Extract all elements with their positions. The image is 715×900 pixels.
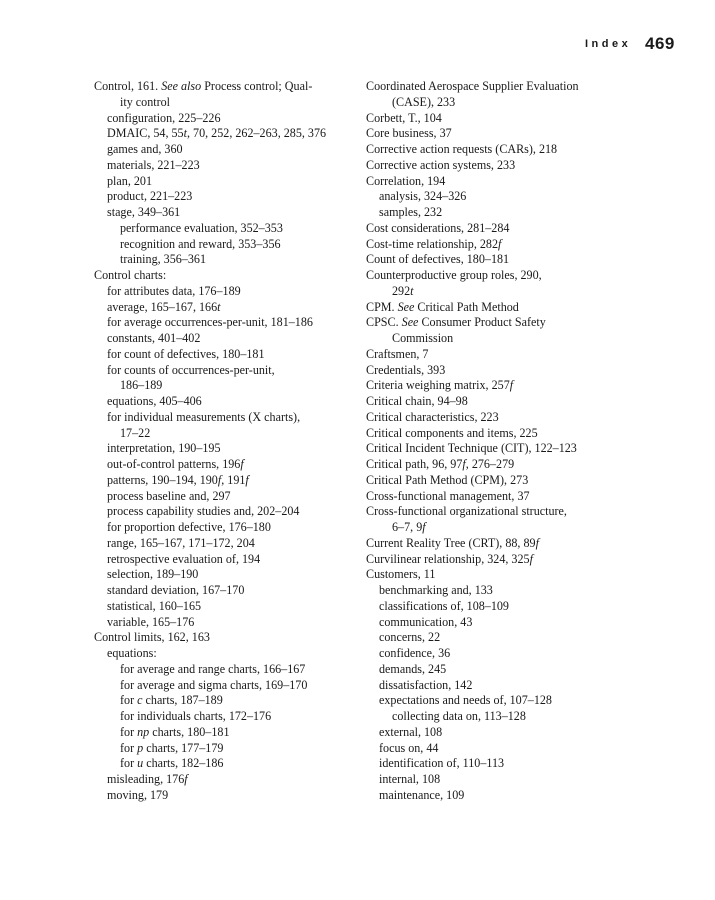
index-entry-text: , 191 — [221, 472, 246, 487]
index-entry-text: CPM. — [366, 299, 398, 314]
index-entry-italic: p — [137, 740, 144, 755]
index-entry-text: , 70, 252, 262–263, 285, 376 — [186, 126, 327, 141]
index-entry-text: concerns, 22 — [379, 630, 441, 645]
index-entry-text: for — [120, 756, 138, 771]
index-entry — [94, 158, 356, 174]
index-entry — [94, 504, 356, 520]
index-entry — [366, 741, 636, 757]
index-entry — [366, 552, 636, 568]
index-entry — [94, 552, 356, 568]
index-entry-italic: f — [217, 472, 222, 487]
index-entry — [366, 394, 636, 410]
index-entry-text: plan, 201 — [107, 173, 153, 188]
index-entry — [94, 315, 356, 331]
index-entry-text: for proportion defective, 176–180 — [107, 520, 271, 534]
index-entry-text: Commission — [392, 331, 454, 345]
index-entry-text: for — [120, 724, 138, 739]
index-entry — [366, 725, 636, 741]
index-entry-text: moving, 179 — [107, 787, 169, 802]
index-entry-text: configuration, 225–226 — [107, 110, 221, 125]
index-entry — [366, 315, 636, 331]
index-entry — [94, 378, 356, 394]
index-entry-text: Critical path, 96, 97 — [366, 457, 463, 471]
index-entry — [366, 331, 636, 347]
index-entry-italic: f — [184, 772, 188, 786]
index-entry — [366, 126, 636, 142]
page-number: 469 — [645, 34, 675, 53]
index-entry-text: benchmarking and, 133 — [379, 583, 493, 597]
index-entry — [94, 725, 356, 741]
index-entry-text: Consumer Product Safety — [418, 315, 546, 330]
index-entry-text: 292 — [392, 283, 411, 298]
index-entry-text: Count of defectives, 180–181 — [366, 252, 510, 267]
index-entry — [366, 441, 636, 457]
index-entry — [94, 237, 356, 253]
index-entry — [94, 599, 356, 615]
index-entry-text: product, 221–223 — [107, 189, 193, 204]
index-entry — [94, 394, 356, 410]
index-entry-italic: u — [137, 756, 144, 771]
index-entry — [366, 504, 636, 520]
index-entry — [366, 646, 636, 662]
index-entry-text: range, 165–167, 171–172, 204 — [107, 535, 255, 550]
index-entry-text: confidence, 36 — [379, 646, 451, 660]
index-entry — [366, 111, 636, 127]
index-entry — [366, 79, 636, 95]
index-entry-text: 186–189 — [120, 378, 163, 393]
index-entry — [94, 756, 356, 772]
running-header: Index — [585, 38, 632, 50]
index-entry-text: training, 356–361 — [120, 252, 206, 267]
index-entry-text: Customers, 11 — [366, 567, 436, 582]
index-entry — [366, 583, 636, 599]
index-column-right — [366, 79, 636, 804]
index-entry-italic: f — [245, 472, 249, 487]
index-entry-text: misleading, 176 — [107, 772, 185, 786]
index-entry — [94, 473, 356, 489]
index-entry-text: Credentials, 393 — [366, 362, 446, 377]
index-entry-italic: t — [217, 299, 221, 314]
index-entry — [94, 221, 356, 237]
index-entry — [94, 615, 356, 631]
index-entry — [366, 756, 636, 772]
index-entry-text: stage, 349–361 — [107, 205, 181, 219]
index-entry — [366, 363, 636, 379]
index-entry-text: equations: — [107, 646, 157, 660]
index-entry — [94, 520, 356, 536]
index-entry — [366, 615, 636, 631]
index-entry-text: , 276–279 — [465, 457, 515, 471]
index-entry-text: interpretation, 190–195 — [107, 441, 221, 456]
index-entry-italic: f — [498, 236, 502, 251]
index-entry — [366, 205, 636, 221]
index-entry — [94, 111, 356, 127]
index-entry — [366, 410, 636, 426]
index-entry — [366, 142, 636, 158]
index-entry-text: performance evaluation, 352–353 — [120, 220, 283, 235]
index-entry-text: for average and range charts, 166–167 — [120, 661, 306, 676]
index-entry — [94, 95, 356, 111]
index-entry-text: Criteria weighing matrix, 257 — [366, 378, 510, 393]
index-entry-text: process baseline and, 297 — [107, 488, 231, 503]
index-entry — [366, 268, 636, 284]
index-entry — [366, 520, 636, 536]
index-entry-text: communication, 43 — [379, 614, 473, 629]
index-entry-text: focus on, 44 — [379, 740, 439, 755]
index-entry-text: retrospective evaluation of, 194 — [107, 551, 261, 566]
index-entry-text: ity control — [120, 94, 171, 109]
index-entry-text: 17–22 — [120, 425, 151, 440]
index-entry — [94, 567, 356, 583]
index-entry-italic: f — [422, 520, 426, 534]
index-entry-text: external, 108 — [379, 724, 443, 739]
index-entry-italic: See — [397, 299, 415, 314]
index-entry-text: identification of, 110–113 — [379, 756, 505, 771]
index-entry — [366, 347, 636, 363]
index-entry-text: Correlation, 194 — [366, 173, 446, 188]
index-entry — [94, 284, 356, 300]
index-entry-text: Counterproductive group roles, 290, — [366, 268, 542, 282]
index-entry-text: constants, 401–402 — [107, 331, 201, 345]
index-entry — [94, 662, 356, 678]
index-entry-text: Control limits, 162, 163 — [94, 630, 210, 645]
index-entry-italic: See — [401, 315, 419, 330]
index-entry — [94, 300, 356, 316]
index-entry-italic: f — [509, 378, 514, 393]
index-entry — [366, 662, 636, 678]
index-entry — [366, 221, 636, 237]
index-entry-text: dissatisfaction, 142 — [379, 677, 473, 692]
index-entry-text: Cost-time relationship, 282 — [366, 236, 499, 251]
index-entry — [94, 441, 356, 457]
index-entry — [366, 300, 636, 316]
index-entry — [94, 583, 356, 599]
index-entry-text: variable, 165–176 — [107, 614, 195, 629]
index-entry-italic: np — [137, 724, 150, 739]
index-entry-italic: f — [462, 457, 466, 471]
index-entry-text: charts, 177–179 — [143, 740, 224, 755]
index-entry-text: Craftsmen, 7 — [366, 346, 429, 361]
index-entry-text: recognition and reward, 353–356 — [120, 236, 281, 251]
index-entry-text: Critical Path Method (CPM), 273 — [366, 472, 529, 487]
index-entry-text: Critical characteristics, 223 — [366, 409, 499, 424]
index-entry-italic: f — [240, 457, 244, 471]
index-entry — [94, 142, 356, 158]
index-entry-italic: f — [535, 535, 539, 550]
index-entry — [94, 693, 356, 709]
index-entry-text: for average occurrences-per-unit, 181–186 — [107, 315, 313, 330]
index-entry-text: (CASE), 233 — [392, 94, 456, 109]
index-entry-text: equations, 405–406 — [107, 394, 202, 408]
index-entry-text: selection, 189–190 — [107, 567, 199, 582]
index-entry-text: statistical, 160–165 — [107, 598, 202, 613]
index-entry-text: charts, 180–181 — [149, 724, 230, 739]
index-column-left — [94, 79, 356, 804]
index-entry — [366, 772, 636, 788]
index-entry-italic: t — [183, 126, 187, 141]
index-entry-text: patterns, 190–194, 190 — [107, 472, 218, 487]
index-entry — [366, 252, 636, 268]
index-entry-text: Process control; Qual- — [201, 79, 313, 93]
index-entry-italic: f — [529, 551, 533, 566]
index-entry-text: process capability studies and, 202–204 — [107, 504, 300, 519]
index-entry — [366, 693, 636, 709]
index-entry-text: for count of defectives, 180–181 — [107, 346, 265, 361]
index-entry — [94, 252, 356, 268]
index-entry-italic: c — [137, 693, 143, 708]
index-entry-text: for — [120, 693, 138, 708]
index-entry — [94, 646, 356, 662]
index-entry — [94, 189, 356, 205]
index-entry-text: for counts of occurrences-per-unit, — [107, 362, 275, 377]
index-entry-text: Corbett, T., 104 — [366, 110, 442, 125]
index-entry-text: DMAIC, 54, 55 — [107, 126, 184, 141]
index-entry — [94, 268, 356, 284]
index-entry — [94, 174, 356, 190]
index-entry-text: for average and sigma charts, 169–170 — [120, 677, 308, 692]
index-entry — [94, 788, 356, 804]
index-entry-text: classifications of, 108–109 — [379, 598, 509, 613]
index-entry — [366, 95, 636, 111]
index-entry-text: Critical chain, 94–98 — [366, 394, 468, 408]
index-entry — [366, 237, 636, 253]
index-entry-text: Control charts: — [94, 268, 167, 282]
index-entry-text: materials, 221–223 — [107, 157, 200, 172]
index-entry-text: charts, 187–189 — [142, 693, 223, 708]
index-entry-text: Current Reality Tree (CRT), 88, 89 — [366, 535, 536, 550]
index-entry — [366, 536, 636, 552]
index-entry — [94, 678, 356, 694]
index-entry — [94, 79, 356, 95]
index-entry — [94, 410, 356, 426]
index-entry — [94, 709, 356, 725]
index-entry-text: expectations and needs of, 107–128 — [379, 693, 552, 708]
index-entry — [94, 741, 356, 757]
index-entry-text: Critical Path Method — [414, 299, 519, 314]
index-entry-text: analysis, 324–326 — [379, 189, 467, 204]
index-entry-text: maintenance, 109 — [379, 787, 465, 802]
index-entry-text: for individual measurements (X charts), — [107, 409, 301, 424]
index-entry — [94, 457, 356, 473]
index-entry-text: Core business, 37 — [366, 126, 452, 141]
index-entry — [94, 347, 356, 363]
index-entry-text: CPSC. — [366, 315, 402, 330]
index-entry-italic: See also — [161, 79, 202, 93]
index-entry — [94, 205, 356, 221]
index-entry-text: Critical components and items, 225 — [366, 425, 538, 440]
index-entry — [366, 599, 636, 615]
index-entry-text: for attributes data, 176–189 — [107, 283, 241, 298]
index-entry — [94, 772, 356, 788]
index-entry-text: out-of-control patterns, 196 — [107, 457, 241, 471]
index-entry — [94, 426, 356, 442]
index-entry — [366, 709, 636, 725]
index-entry-text: Curvilinear relationship, 324, 325 — [366, 551, 530, 566]
index-entry — [94, 363, 356, 379]
index-entry-text: Coordinated Aerospace Supplier Evaluation — [366, 79, 579, 93]
index-entry — [366, 489, 636, 505]
index-entry-text: collecting data on, 113–128 — [392, 709, 526, 723]
index-entry — [366, 174, 636, 190]
index-entry-text: 6–7, 9 — [392, 520, 423, 534]
index-entry-text: standard deviation, 167–170 — [107, 583, 245, 597]
index-entry — [366, 426, 636, 442]
index-entry — [366, 788, 636, 804]
index-entry — [366, 678, 636, 694]
index-entry-text: games and, 360 — [107, 142, 183, 156]
index-entry — [94, 489, 356, 505]
index-entry-text: Corrective action systems, 233 — [366, 157, 516, 172]
index-entry-text: for individuals charts, 172–176 — [120, 709, 272, 723]
index-entry — [94, 126, 356, 142]
index-entry-text: Critical Incident Technique (CIT), 122–123 — [366, 441, 577, 456]
index-entry-text: Cross-functional organizational structure, — [366, 504, 567, 519]
index-entry — [366, 630, 636, 646]
index-entry-text: demands, 245 — [379, 661, 447, 676]
index-entry-italic: t — [410, 283, 414, 298]
index-entry-text: Cross-functional management, 37 — [366, 488, 530, 503]
index-entry — [366, 473, 636, 489]
index-entry-text: average, 165–167, 166 — [107, 299, 218, 314]
index-entry — [366, 378, 636, 394]
index-entry-text: internal, 108 — [379, 772, 441, 786]
index-entry — [94, 630, 356, 646]
index-entry — [366, 567, 636, 583]
index-entry-text: charts, 182–186 — [143, 756, 224, 771]
index-entry-text: samples, 232 — [379, 205, 443, 219]
index-entry-text: for — [120, 740, 138, 755]
index-entry — [366, 158, 636, 174]
index-entry-text: Corrective action requests (CARs), 218 — [366, 142, 558, 156]
index-entry — [94, 331, 356, 347]
index-entry — [366, 457, 636, 473]
index-entry — [94, 536, 356, 552]
index-entry — [366, 284, 636, 300]
index-entry-text: Control, 161. — [94, 79, 162, 93]
index-entry-text: Cost considerations, 281–284 — [366, 220, 510, 235]
index-entry — [366, 189, 636, 205]
